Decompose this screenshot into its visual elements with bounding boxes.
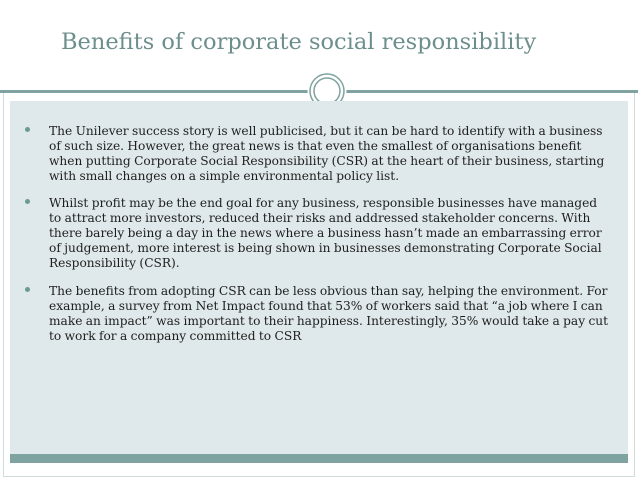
bullet-text: The benefits from adopting CSR can be less obvious than say, helping the environment. For example, a survey from Net Impact found that 53% of workers said that “a job where I can make an impact” was important to their happiness. Interestingly, 35% would take a pay cut to work for a company committed to CSR bbox=[49, 284, 609, 343]
footer-bar bbox=[10, 454, 628, 463]
bullet-text: The Unilever success story is well publicised, but it can be hard to identify with a business of such size. However, the great news is that even the smallest of organisations benefit when putting Corporate Social Responsibility (CSR) at the heart of their business, starting with small changes on a simple environmental policy list. bbox=[49, 124, 605, 183]
content-area bbox=[10, 101, 628, 454]
bullet-icon bbox=[25, 199, 30, 204]
bullet-text: Whilst profit may be the end goal for any business, responsible businesses have managed to attract more investors, reduced their risks and addressed stakeholder concerns. With there barely being a day in the news where a business hasn’t made an embarrassing error of judgement, more interest is being shown in businesses demonstrating Corporate Social Responsibility (CSR). bbox=[49, 196, 602, 270]
slide-title: Benefits of corporate social responsibility bbox=[61, 29, 537, 55]
bullet-icon bbox=[25, 287, 30, 292]
bullet-icon bbox=[25, 127, 30, 132]
